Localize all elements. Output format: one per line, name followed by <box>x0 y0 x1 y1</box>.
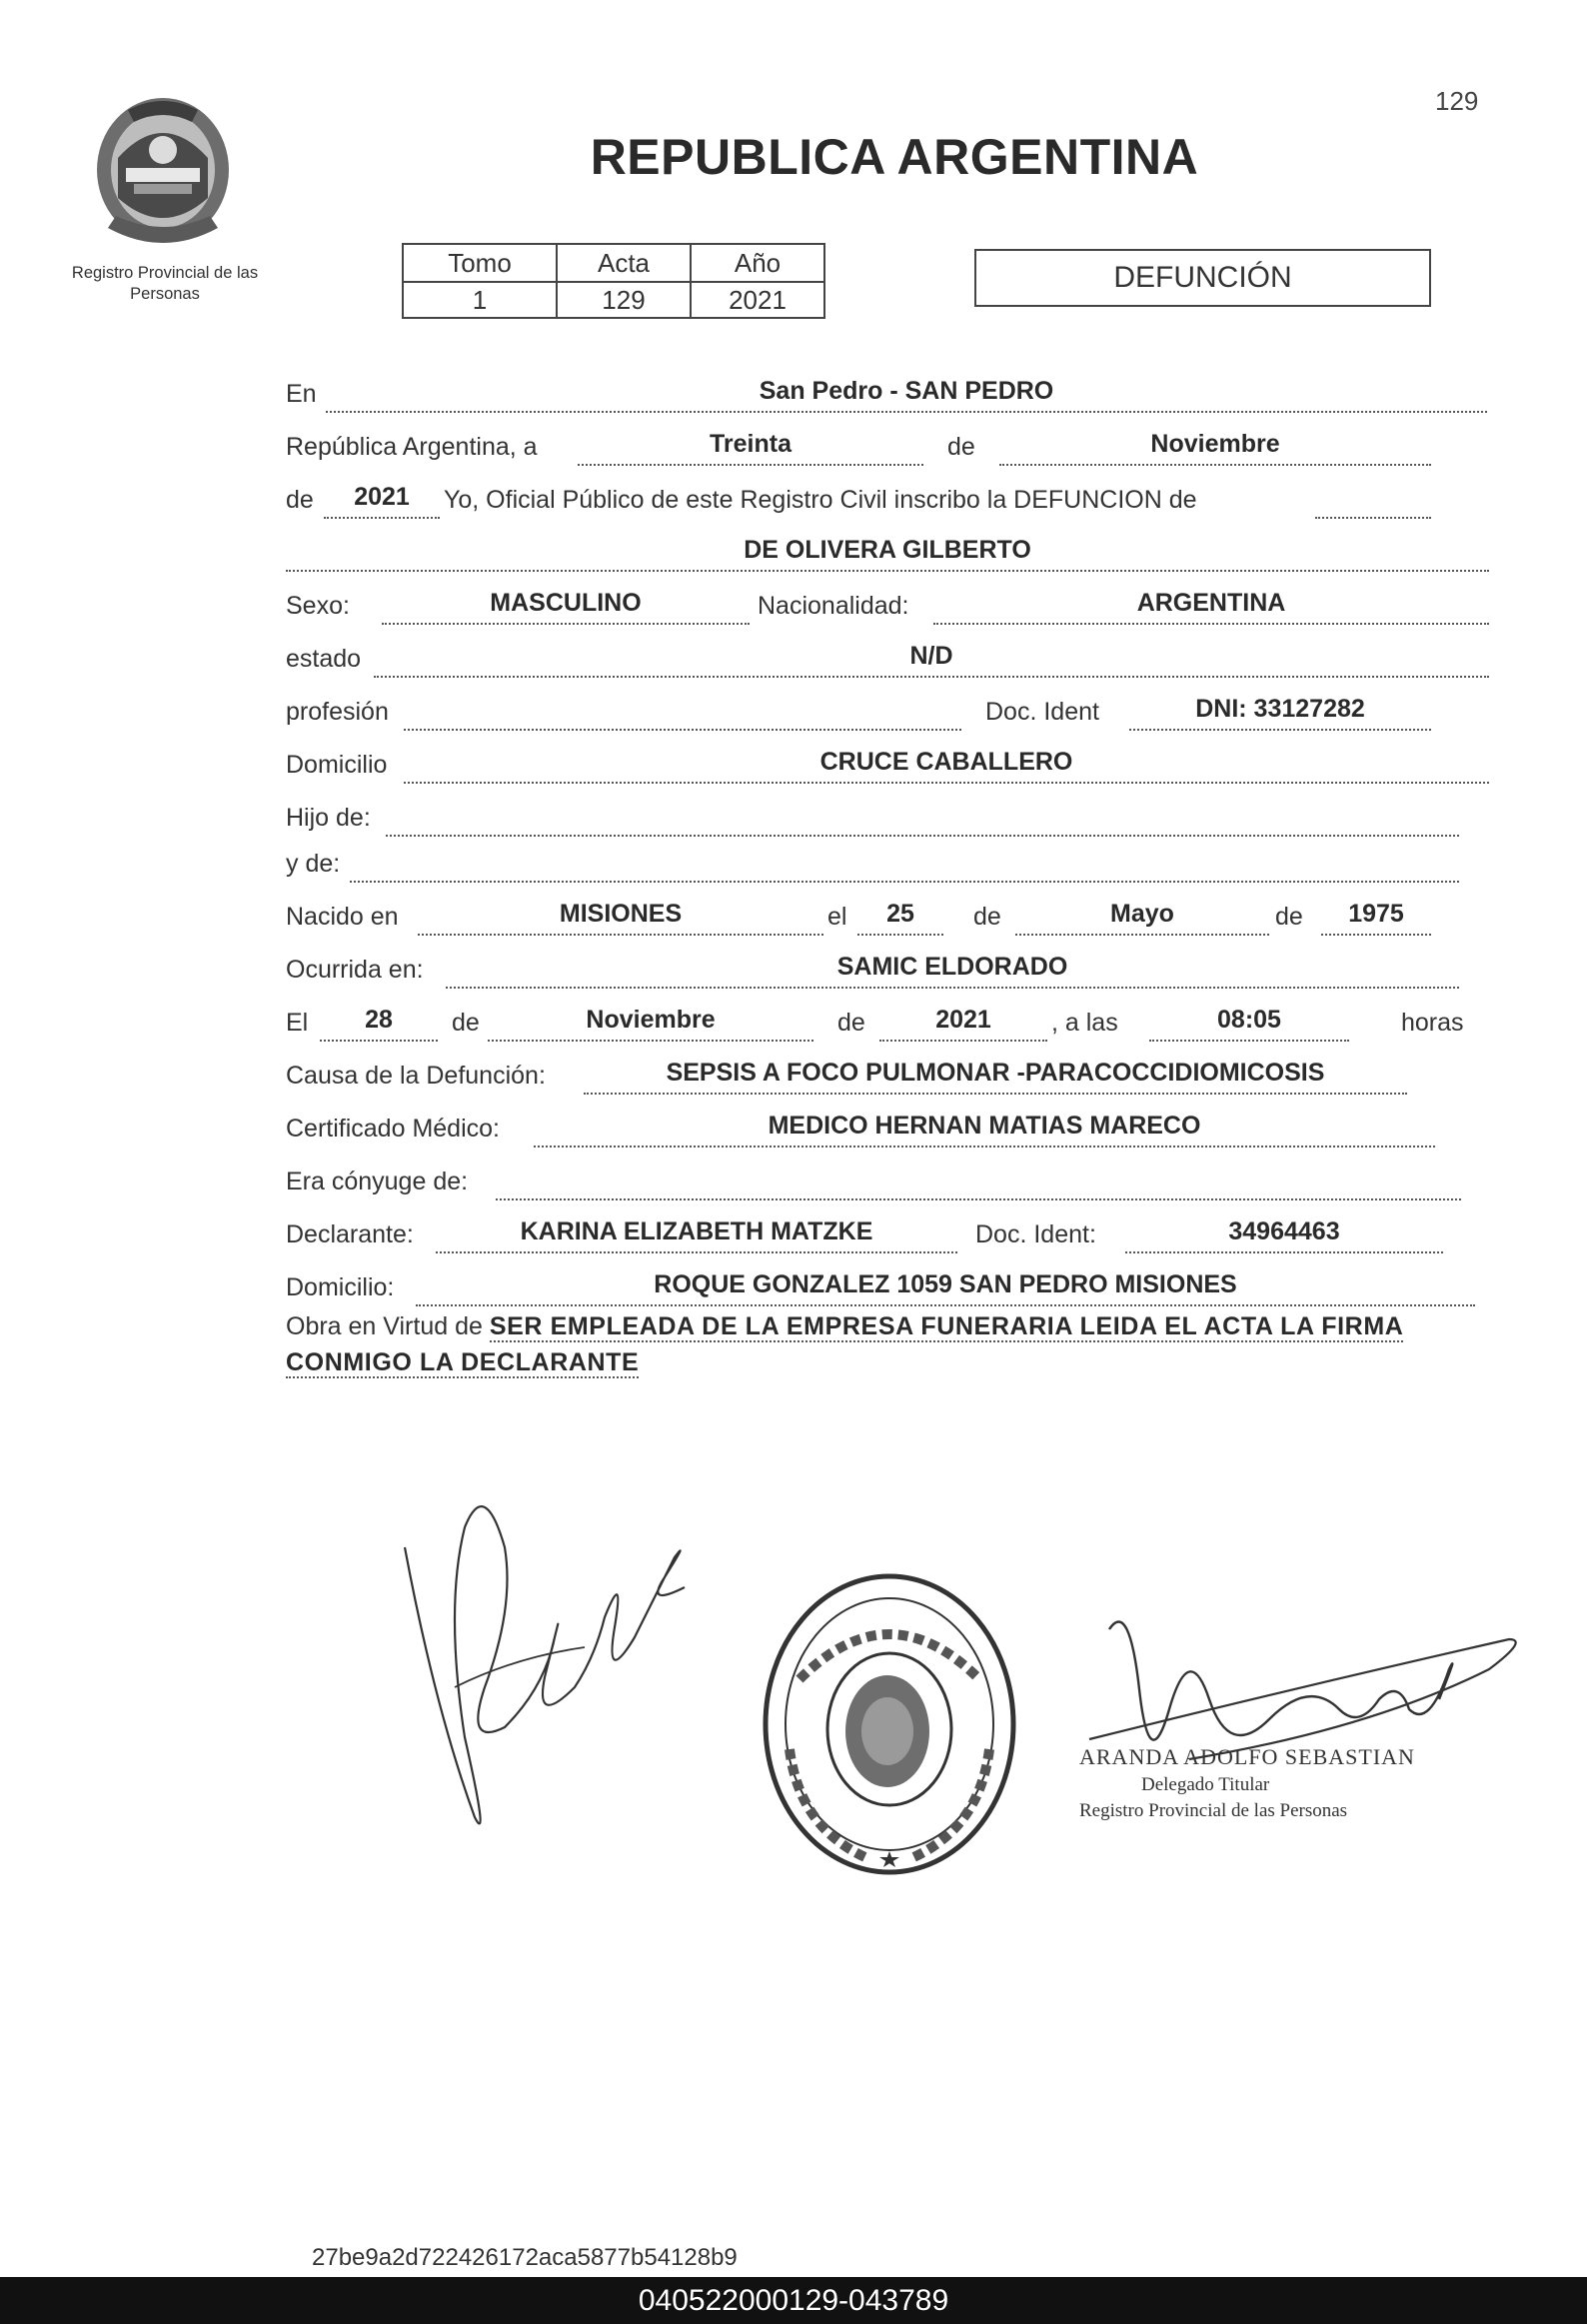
line-hijo <box>286 784 1489 837</box>
page-number: 129 <box>1435 86 1479 116</box>
registro-provincial-caption: Registro Provincial de las Personas <box>71 264 259 303</box>
yde-field <box>350 845 1459 883</box>
line-nombre <box>286 519 1489 572</box>
nac-anio-value: 1975 <box>1348 900 1404 928</box>
nacionalidad-field <box>933 587 1489 625</box>
def-mes-value: Noviembre <box>586 1006 716 1034</box>
declarante-value: KARINA ELIZABETH MATZKE <box>520 1217 873 1245</box>
nacionalidad-label: Nacionalidad: <box>758 592 909 620</box>
ocurrida-field <box>446 951 1459 989</box>
decl-doc-label: Doc. Ident: <box>975 1220 1096 1248</box>
causa-field <box>584 1057 1407 1095</box>
decl-doc-field <box>1125 1215 1443 1253</box>
mes-field <box>999 428 1431 466</box>
decl-domicilio-label: Domicilio: <box>286 1273 395 1301</box>
de-nac-year-label: de <box>1275 903 1303 931</box>
line-sexo <box>286 572 1489 625</box>
en-label: En <box>286 380 317 408</box>
sexo-field <box>382 587 750 625</box>
line-certificado <box>286 1095 1489 1148</box>
conyuge-field <box>496 1162 1461 1200</box>
conyuge-label: Era cónyuge de: <box>286 1167 469 1195</box>
footer-code-bar: 040522000129-043789 <box>0 2277 1587 2324</box>
causa-label: Causa de la Defunción: <box>286 1062 546 1090</box>
line-oficial <box>286 466 1489 519</box>
de-year-label: de <box>286 486 314 514</box>
oficial-text: Yo, Oficial Público de este Registro Civil inscribo la DEFUNCION de <box>444 486 1197 514</box>
el-label: el <box>827 903 847 931</box>
de-def-month-label: de <box>452 1009 480 1037</box>
yde-label: y de: <box>286 850 341 878</box>
certificado-field <box>534 1110 1435 1148</box>
def-dia-value: 28 <box>365 1006 393 1034</box>
obra-value: SER EMPLEADA DE LA EMPRESA FUNERARIA LEIDA EL ACTA LA FIRMA CONMIGO LA DECLARANTE <box>286 1312 1404 1376</box>
line-yde <box>286 837 1489 883</box>
delegate-cargo: Delegado Titular <box>1141 1774 1270 1795</box>
def-anio-field <box>879 1004 1047 1042</box>
nombre-value: DE OLIVERA GILBERTO <box>744 536 1031 564</box>
nacido-field <box>418 898 823 936</box>
alas-label: , a las <box>1051 1009 1118 1037</box>
acta-value: 129 <box>557 282 691 318</box>
sexo-label: Sexo: <box>286 592 350 620</box>
record-table <box>402 243 825 319</box>
line-ocurrida <box>286 936 1489 989</box>
doc-ident-field <box>1129 693 1431 731</box>
nacido-label: Nacido en <box>286 903 399 931</box>
anio-header: Año <box>691 244 824 282</box>
line-en <box>286 360 1489 413</box>
record-type-box: DEFUNCIÓN <box>974 249 1431 307</box>
decl-domicilio-value: ROQUE GONZALEZ 1059 SAN PEDRO MISIONES <box>654 1270 1237 1298</box>
anio-field-value: 2021 <box>354 483 410 511</box>
nac-mes-value: Mayo <box>1110 900 1174 928</box>
de-nac-month-label: de <box>973 903 1001 931</box>
horas-label: horas <box>1401 1009 1464 1037</box>
dia-value: Treinta <box>710 430 792 458</box>
declarante-field <box>436 1215 957 1253</box>
tomo-value: 1 <box>403 282 557 318</box>
page-title: REPUBLICA ARGENTINA <box>590 129 1199 185</box>
obra-label: Obra en Virtud de <box>286 1312 483 1340</box>
def-hora-field <box>1149 1004 1349 1042</box>
hijo-label: Hijo de: <box>286 804 371 832</box>
nac-dia-value: 25 <box>886 900 914 928</box>
doc-ident-label: Doc. Ident <box>985 698 1099 726</box>
estado-label: estado <box>286 645 362 673</box>
delegate-registro: Registro Provincial de las Personas <box>1079 1800 1348 1821</box>
line-declarante <box>286 1200 1489 1253</box>
acta-header: Acta <box>557 244 691 282</box>
def-hora-value: 08:05 <box>1217 1006 1281 1034</box>
tomo-header: Tomo <box>403 244 557 282</box>
delegate-name: ARANDA ADOLFO SEBASTIAN <box>1079 1744 1415 1769</box>
line-estado <box>286 625 1489 678</box>
ocurrida-value: SAMIC ELDORADO <box>836 953 1068 981</box>
line-causa <box>286 1042 1489 1095</box>
def-anio-value: 2021 <box>935 1006 991 1034</box>
doc-ident-value: DNI: 33127282 <box>1195 695 1365 723</box>
domicilio-label: Domicilio <box>286 751 388 779</box>
line-fecha-defuncion <box>286 989 1489 1042</box>
registry-stamp-seal <box>760 1569 1019 1879</box>
hijo-field <box>386 799 1459 837</box>
certificado-value: MEDICO HERNAN MATIAS MARECO <box>768 1112 1201 1140</box>
decl-domicilio-field <box>416 1268 1475 1306</box>
nacido-value: MISIONES <box>559 900 683 928</box>
oficial-continuation-field <box>1315 481 1431 519</box>
def-mes-field <box>488 1004 813 1042</box>
delegate-signature-block <box>1079 1744 1415 1822</box>
death-certificate-form <box>286 360 1489 1380</box>
de-def-year-label: de <box>837 1009 865 1037</box>
decl-doc-value: 34964463 <box>1228 1217 1340 1245</box>
official-signature <box>395 1487 695 1847</box>
nac-dia-field <box>857 898 943 936</box>
document-hash: 27be9a2d722426172aca5877b54128b9 <box>312 2244 738 2271</box>
causa-value: SEPSIS A FOCO PULMONAR -PARACOCCIDIOMICOSIS <box>666 1059 1325 1087</box>
estado-field <box>374 640 1489 678</box>
domicilio-value: CRUCE CABALLERO <box>819 748 1073 776</box>
line-profesion <box>286 678 1489 731</box>
lugar-field <box>326 375 1487 413</box>
de-label: de <box>947 433 975 461</box>
obra-en-virtud <box>286 1308 1489 1380</box>
line-conyuge <box>286 1148 1489 1200</box>
nac-mes-field <box>1015 898 1269 936</box>
el-cap-label: El <box>286 1009 309 1037</box>
line-nacido <box>286 883 1489 936</box>
nombre-field <box>286 534 1489 572</box>
line-republica <box>286 413 1489 466</box>
dia-field <box>578 428 923 466</box>
nacionalidad-value: ARGENTINA <box>1136 589 1286 617</box>
anio-field <box>324 481 440 519</box>
lugar-value: San Pedro - SAN PEDRO <box>759 377 1054 405</box>
nac-anio-field <box>1321 898 1431 936</box>
profesion-field <box>404 693 961 731</box>
def-dia-field <box>320 1004 438 1042</box>
certificado-label: Certificado Médico: <box>286 1115 500 1143</box>
anio-value: 2021 <box>691 282 824 318</box>
profesion-label: profesión <box>286 698 389 726</box>
ocurrida-label: Ocurrida en: <box>286 956 424 984</box>
estado-value: N/D <box>909 642 953 670</box>
republica-label: República Argentina, a <box>286 433 538 461</box>
domicilio-field <box>404 746 1489 784</box>
mes-value: Noviembre <box>1150 430 1280 458</box>
declarante-label: Declarante: <box>286 1220 414 1248</box>
line-domicilio <box>286 731 1489 784</box>
line-decl-domicilio <box>286 1253 1489 1306</box>
sexo-value: MASCULINO <box>490 589 642 617</box>
